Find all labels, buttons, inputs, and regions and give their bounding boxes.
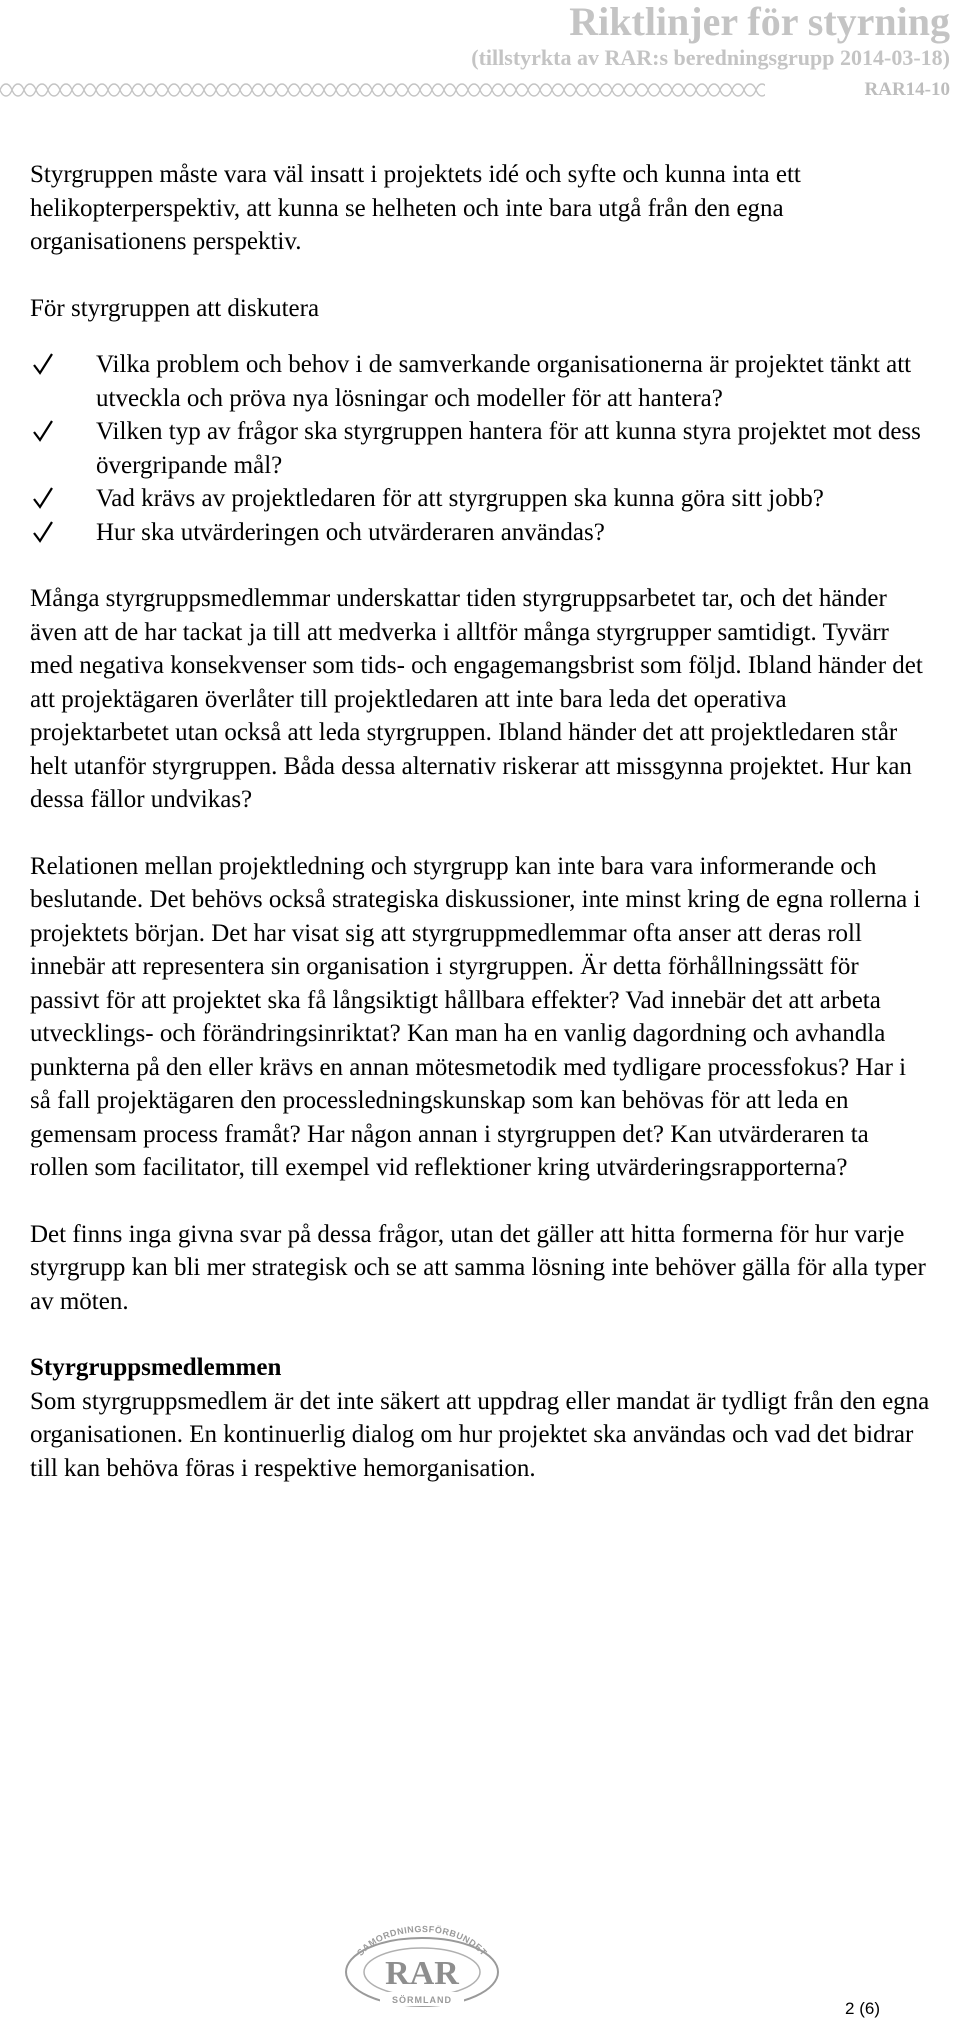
section-heading: Styrgruppsmedlemmen — [30, 1354, 282, 1381]
question-item — [30, 482, 930, 516]
intro-paragraph: Styrgruppen måste vara väl insatt i projektets idé och syfte och kunna inta ett helikopterperspektiv, att kunna se helheten och inte bara utgå från den egna organisationens perspektiv. — [30, 161, 801, 255]
rar-logo-icon — [332, 1924, 512, 2010]
document-code: RAR14-10 — [864, 79, 950, 100]
checkmark-icon — [32, 520, 54, 544]
checkmark-icon — [32, 419, 54, 443]
question-item — [30, 415, 930, 482]
question-text: Hur ska utvärderingen och utvärderaren användas? — [96, 518, 605, 546]
header-ornament-rule — [0, 78, 860, 102]
document-title: Riktlinjer för styrning — [569, 0, 950, 44]
logo-bottom-text: SÖRMLAND — [392, 1995, 452, 2005]
question-text: Vad krävs av projektledaren för att styrgruppen ska kunna göra sitt jobb? — [96, 485, 824, 512]
paragraph-time-commitment: Många styrgruppsmedlemmar underskattar tiden styrgruppsarbetet tar, och det händer även att de har tackat ja till att medverka i alltför många styrgrupper samtidigt. Tyvärr med negativa konsekvenser som tids- och engagemangsbrist som följd. Ibland händer det att projektägaren överlåter till projektledaren att inte bara leda det operativa projektarbetet utan också att leda styrgruppen. Ibland händer det att projektledaren står helt utanför styrgruppen. Båda dessa alternativ riskerar att missgynna projektet. Hur kan dessa fällor undvikas? — [30, 585, 923, 813]
svg-text:SAMORDNINGSFÖRBUNDET — [355, 1924, 489, 1958]
discussion-heading: För styrgruppen att diskutera — [30, 294, 320, 322]
logo-letters: RAR — [385, 1955, 459, 1992]
paragraph-no-answers: Det finns inga givna svar på dessa frågor, utan det gäller att hitta formerna för hur varje styrgrupp kan bli mer strategisk och se att samma lösning inte behöver gälla för alla typer av möten. — [30, 1220, 926, 1315]
checkmark-icon — [32, 352, 54, 376]
document-body — [30, 158, 930, 1485]
document-subtitle: (tillstyrkta av RAR:s beredningsgrupp 2014-03-18) — [471, 45, 950, 70]
question-item — [30, 516, 930, 550]
question-item — [30, 348, 930, 415]
discussion-questions — [30, 348, 930, 549]
question-text: Vilken typ av frågor ska styrgruppen hantera för att kunna styra projektet mot dess övergripande mål? — [96, 418, 921, 479]
page-number: 2 (6) — [845, 1999, 880, 2018]
paragraph-relationship: Relationen mellan projektledning och styrgrupp kan inte bara vara informerande och beslutande. Det behövs också strategiska diskussioner, inte minst kring de egna rollerna i projektets början. Det har visat sig att styrgruppmedlemmar ofta anser att deras roll innebär att representera sin organisation i styrgruppen. Är detta förhållningssätt för passivt för att projektet ska få långsiktigt hållbara effekter? Vad innebär det att arbeta utvecklings- och förändringsinriktat? Kan man ha en vanlig dagordning och avhandla punkterna på den eller krävs en annan mötesmetodik med tydligare processfokus? Har i så fall projektägaren den processledningskunskap som kan behövas för att leda en gemensam process framåt? Har någon annan i styrgruppen det? Kan utvärderaren ta rollen som facilitator, till exempel vid reflektioner kring utvärderingsrapporterna? — [30, 852, 921, 1181]
checkmark-icon — [32, 486, 54, 510]
paragraph-member: Som styrgruppsmedlem är det inte säkert att uppdrag eller mandat är tydligt från den egna organisationen. En kontinuerlig dialog om hur projektet ska användas och vad det bidrar till kan behöva föras i respektive hemorganisation. — [30, 1387, 930, 1482]
logo-arc-text: SAMORDNINGSFÖRBUNDET — [355, 1924, 489, 1958]
question-text: Vilka problem och behov i de samverkande organisationerna är projektet tänkt att utveckla och pröva nya lösningar och modeller för att hantera? — [96, 351, 912, 412]
